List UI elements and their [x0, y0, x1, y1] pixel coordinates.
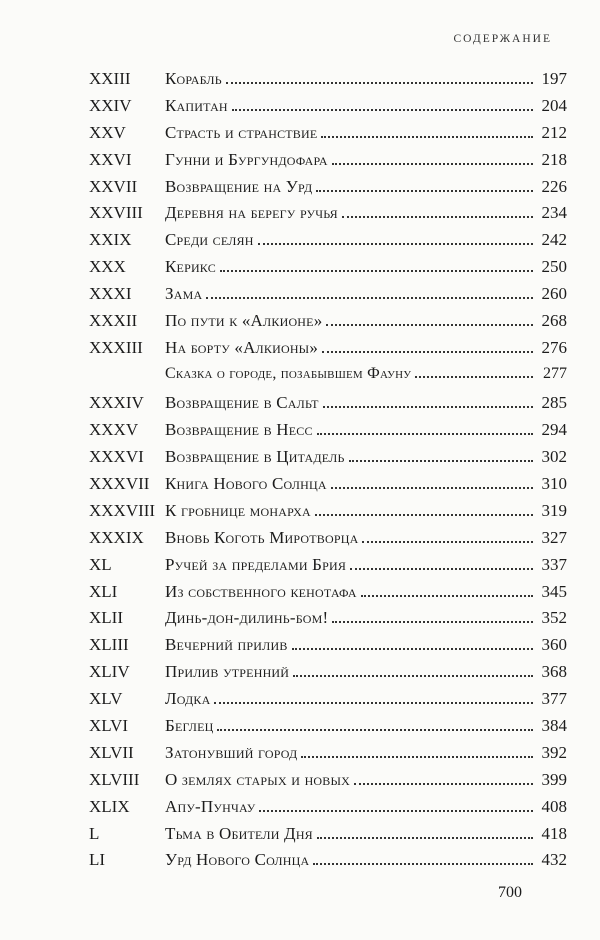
chapter-number: XLV — [89, 689, 123, 709]
chapter-title: Керикс — [165, 254, 220, 281]
chapter-title: Капитан — [165, 93, 232, 120]
toc-entry — [89, 281, 567, 308]
chapter-title: Ручей за пределами Брия — [165, 552, 350, 579]
page-number: 242 — [541, 230, 567, 250]
dot-leader — [313, 863, 533, 865]
toc-entry — [89, 417, 567, 444]
chapter-number: XLI — [89, 581, 118, 601]
dot-leader — [316, 190, 533, 192]
toc-entry — [89, 740, 567, 767]
chapter-number: XLVI — [89, 715, 129, 735]
toc-entry — [89, 390, 567, 417]
dot-leader — [322, 351, 533, 353]
chapter-number: XXIV — [89, 95, 132, 115]
chapter-title: Корабль — [165, 66, 226, 93]
dot-leader — [332, 163, 533, 165]
chapter-number: XXXIII — [89, 337, 143, 357]
chapter-title: Вечерний прилив — [165, 632, 292, 659]
page-number: 212 — [541, 122, 567, 142]
chapter-title: Возвращение в Сальт — [165, 390, 323, 417]
toc-entry — [89, 686, 567, 713]
toc-entry — [89, 821, 567, 848]
chapter-title: По пути к «Алкионе» — [165, 308, 326, 335]
chapter-number: XXXIX — [89, 527, 144, 547]
chapter-number: XXXVII — [89, 473, 150, 493]
chapter-title: О землях старых и новых — [165, 767, 354, 794]
toc-entry — [89, 794, 567, 821]
chapter-number: XXXII — [89, 311, 138, 331]
toc-entry — [89, 632, 567, 659]
chapter-title: Динь-дон-дилинь-бом! — [165, 605, 332, 632]
dot-leader — [293, 675, 533, 677]
chapter-number: XL — [89, 554, 112, 574]
running-head: СОДЕРЖАНИЕ — [453, 33, 552, 45]
dot-leader — [354, 783, 533, 785]
dot-leader — [226, 82, 533, 84]
dot-leader — [301, 756, 533, 758]
chapter-number: XLII — [89, 608, 123, 628]
chapter-title: Лодка — [165, 686, 214, 713]
chapter-title: Книга Нового Солнца — [165, 471, 331, 498]
dot-leader — [362, 541, 533, 543]
page-number: 218 — [541, 149, 567, 169]
dot-leader — [232, 109, 533, 111]
toc-entry — [89, 767, 567, 794]
page-number: 327 — [541, 527, 567, 547]
page-number: 319 — [541, 500, 567, 520]
page-number: 226 — [541, 176, 567, 196]
chapter-title: Тьма в Обители Дня — [165, 821, 317, 848]
chapter-number: XXV — [89, 122, 126, 142]
chapter-title: Возвращение на Урд — [165, 174, 316, 201]
toc-entry — [89, 471, 567, 498]
toc-entry — [89, 174, 567, 201]
dot-leader — [220, 270, 533, 272]
page-number: 377 — [541, 689, 567, 709]
page-number: 294 — [541, 420, 567, 440]
dot-leader — [323, 406, 533, 408]
toc-entry — [89, 93, 567, 120]
toc-entry — [89, 605, 567, 632]
toc-entry — [89, 444, 567, 471]
dot-leader — [258, 243, 533, 245]
chapter-title: Возвращение в Цитадель — [165, 444, 349, 471]
page-number: 268 — [541, 311, 567, 331]
dot-leader — [350, 568, 533, 570]
chapter-title: Сказка о городе, позабывшем Фауну — [165, 362, 415, 387]
chapter-title: Деревня на берегу ручья — [165, 200, 342, 227]
toc-entry — [89, 147, 567, 174]
chapter-title: Возвращение в Несс — [165, 417, 317, 444]
chapter-number: XXIII — [89, 69, 131, 88]
toc-entry — [89, 120, 567, 147]
chapter-number: XXXI — [89, 284, 132, 304]
dot-leader — [415, 376, 533, 378]
chapter-number: XXVI — [89, 149, 132, 169]
toc-entry — [89, 713, 567, 740]
chapter-title: Из собственного кенотафа — [165, 579, 361, 606]
page-number: 345 — [541, 581, 567, 601]
toc-entry — [89, 335, 567, 362]
toc-entry — [89, 579, 567, 606]
chapter-number: XXVII — [89, 176, 138, 196]
chapter-number: XLVII — [89, 742, 134, 762]
chapter-number: XXVIII — [89, 203, 143, 223]
page-number: 408 — [541, 796, 567, 816]
toc-entry — [89, 659, 567, 686]
chapter-title: На борту «Алкионы» — [165, 335, 322, 362]
chapter-number: XXXIV — [89, 393, 144, 413]
dot-leader — [332, 621, 533, 623]
page-number: 277 — [543, 364, 567, 382]
dot-leader — [331, 487, 533, 489]
page-number: 432 — [541, 850, 567, 870]
chapter-number: L — [89, 823, 100, 843]
chapter-number: XXXVI — [89, 447, 144, 467]
chapter-number: XXX — [89, 257, 126, 277]
chapter-title: Прилив утренний — [165, 659, 293, 686]
dot-leader — [349, 460, 533, 462]
chapter-number: XXXV — [89, 420, 139, 440]
table-of-contents — [89, 66, 567, 874]
page-number: 352 — [541, 608, 567, 628]
toc-entry — [89, 552, 567, 579]
toc-entry — [89, 498, 567, 525]
toc-entry — [89, 308, 567, 335]
chapter-title: Апу-Пунчау — [165, 794, 259, 821]
dot-leader — [206, 297, 533, 299]
toc-entry — [89, 847, 567, 874]
chapter-title: Зама — [165, 281, 206, 308]
chapter-number: XXIX — [89, 230, 132, 250]
chapter-number: XXXVIII — [89, 500, 156, 520]
dot-leader — [317, 837, 533, 839]
chapter-number: XLIII — [89, 635, 129, 655]
page-number: 285 — [541, 393, 567, 413]
page-number: 392 — [541, 742, 567, 762]
page-number: 418 — [541, 823, 567, 843]
page-number: 250 — [541, 257, 567, 277]
chapter-title: Среди селян — [165, 227, 258, 254]
chapter-title: Вновь Коготь Миротворца — [165, 525, 362, 552]
dot-leader — [317, 433, 533, 435]
chapter-number: XLVIII — [89, 769, 140, 789]
dot-leader — [321, 136, 533, 138]
chapter-title: К гробнице монарха — [165, 498, 315, 525]
chapter-number: LI — [89, 850, 106, 870]
chapter-number: XLIX — [89, 796, 130, 816]
dot-leader — [259, 810, 533, 812]
page-number: 234 — [541, 203, 567, 223]
page-number: 276 — [541, 337, 567, 357]
toc-subentry — [89, 362, 567, 387]
chapter-title: Гунни и Бургундофара — [165, 147, 332, 174]
page-number: 384 — [541, 715, 567, 735]
page-number: 310 — [541, 473, 567, 493]
toc-entry — [89, 66, 567, 93]
chapter-title: Страсть и странствие — [165, 120, 321, 147]
page-folio: 700 — [498, 884, 522, 901]
dot-leader — [292, 648, 533, 650]
page-number: 302 — [541, 447, 567, 467]
toc-entry — [89, 254, 567, 281]
toc-entry — [89, 200, 567, 227]
dot-leader — [217, 729, 533, 731]
dot-leader — [326, 324, 533, 326]
chapter-title: Беглец — [165, 713, 217, 740]
chapter-number: XLIV — [89, 662, 130, 682]
page-number: 337 — [541, 554, 567, 574]
page-number: 399 — [541, 769, 567, 789]
dot-leader — [361, 595, 533, 597]
toc-entry — [89, 227, 567, 254]
page-number: 360 — [541, 635, 567, 655]
page-number: 197 — [541, 69, 567, 88]
chapter-title: Затонувший город — [165, 740, 301, 767]
toc-entry — [89, 525, 567, 552]
dot-leader — [315, 514, 533, 516]
chapter-title: Урд Нового Солнца — [165, 847, 313, 874]
page-number: 260 — [541, 284, 567, 304]
page-number: 204 — [541, 95, 567, 115]
dot-leader — [214, 702, 533, 704]
page-number: 368 — [541, 662, 567, 682]
dot-leader — [342, 216, 533, 218]
